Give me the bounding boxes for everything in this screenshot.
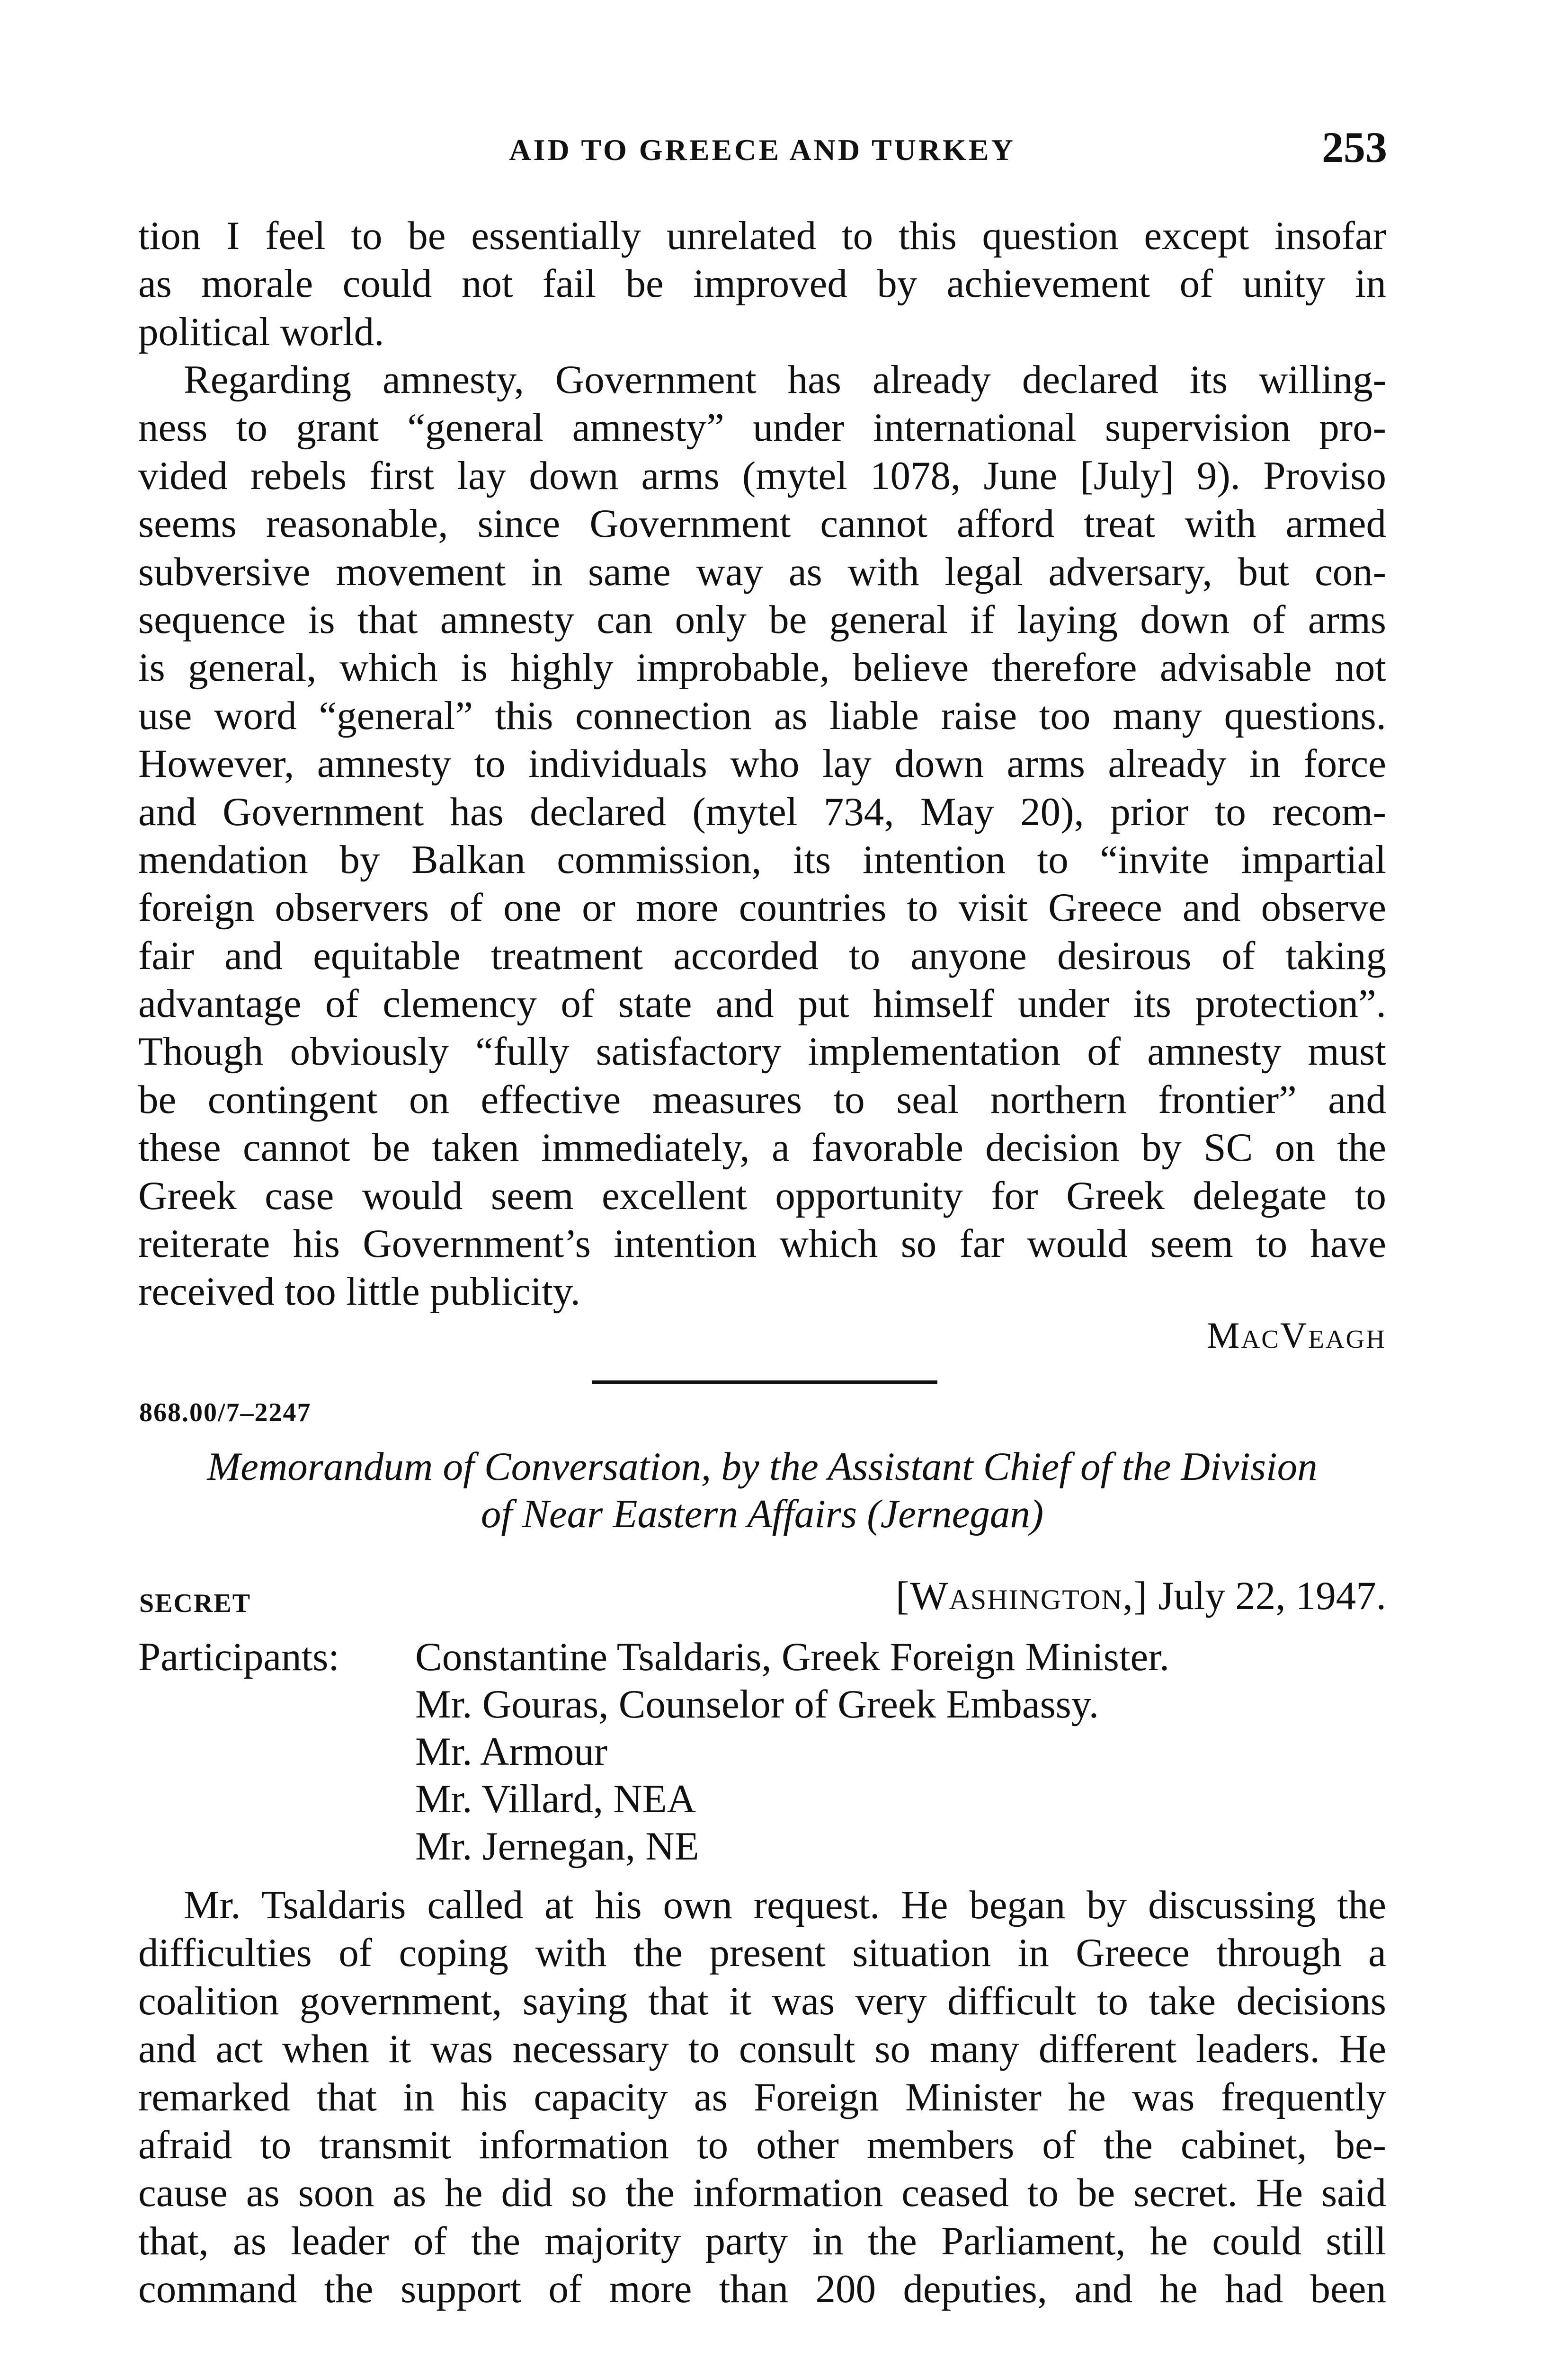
text-line: as morale could not fail be improved by achievement of unity in xyxy=(138,261,1386,306)
date: July 22, 1947. xyxy=(1158,1574,1386,1618)
text-line: foreign observers of one or more countries to visit Greece and observe xyxy=(138,885,1386,930)
text-line: However, amnesty to individuals who lay down arms already in force xyxy=(138,741,1386,786)
participant: Constantine Tsaldaris, Greek Foreign Minister. xyxy=(415,1635,1170,1679)
document-title xyxy=(138,1443,1386,1538)
section-divider xyxy=(592,1380,937,1384)
text-line: ness to grant “general amnesty” under international supervision pro- xyxy=(138,405,1386,450)
text-line: command the support of more than 200 deputies, and he had been xyxy=(138,2267,1386,2312)
text-line: is general, which is highly improbable, believe therefore advisable not xyxy=(138,645,1386,690)
place: [Washington,] xyxy=(896,1574,1149,1618)
participant: Mr. Armour xyxy=(415,1729,608,1774)
text-line: afraid to transmit information to other members of the cabinet, be- xyxy=(138,2122,1386,2167)
participant: Mr. Gouras, Counselor of Greek Embassy. xyxy=(415,1682,1099,1726)
running-title: AID TO GREECE AND TURKEY xyxy=(509,133,1016,167)
text-line: political world. xyxy=(138,309,384,354)
text-line: sequence is that amnesty can only be general if laying down of arms xyxy=(138,597,1386,642)
document-title-line: Memorandum of Conversation, by the Assistant Chief of the Division xyxy=(207,1444,1318,1489)
participant: Mr. Jernegan, NE xyxy=(415,1824,699,1869)
telegram-paragraph-1 xyxy=(138,212,1386,356)
text-line: Mr. Tsaldaris called at his own request. He began by discussing the xyxy=(184,1883,1386,1927)
text-line: Regarding amnesty, Government has already declared its willing- xyxy=(184,357,1386,402)
text-line: received too little publicity. xyxy=(138,1269,580,1314)
text-line: cause as soon as he did so the information ceased to be secret. He said xyxy=(138,2171,1386,2216)
text-line: difficulties of coping with the present situation in Greece through a xyxy=(138,1931,1386,1975)
running-head xyxy=(137,122,1387,179)
file-number: 868.00/7–2247 xyxy=(139,1398,312,1427)
text-line: and Government has declared (mytel 734, May 20), prior to recom- xyxy=(138,789,1386,834)
text-line: mendation by Balkan commission, its intention to “invite impartial xyxy=(138,837,1386,882)
text-line: subversive movement in same way as with legal adversary, but con- xyxy=(138,549,1386,594)
telegram-paragraph-2 xyxy=(138,356,1386,1316)
text-line: remarked that in his capacity as Foreign Minister he was frequently xyxy=(138,2074,1386,2119)
text-line: and act when it was necessary to consult so many different leaders. He xyxy=(138,2027,1386,2072)
text-line: tion I feel to be essentially unrelated to this question except insofar xyxy=(138,214,1386,258)
document-title-line: of Near Eastern Affairs (Jernegan) xyxy=(481,1492,1044,1536)
text-line: Greek case would seem excellent opportunity for Greek delegate to xyxy=(138,1173,1386,1218)
text-line: that, as leader of the majority party in the Parliament, he could still xyxy=(138,2218,1386,2263)
text-line: vided rebels first lay down arms (mytel 1078, June [July] 9). Proviso xyxy=(138,453,1386,498)
text-line: use word “general” this connection as liable raise too many questions. xyxy=(138,693,1386,738)
participants-label: Participants: xyxy=(138,1635,339,1679)
text-line: reiterate his Government’s intention which so far would seem to have xyxy=(138,1221,1386,1266)
participants-list xyxy=(415,1633,1409,1870)
classification-label: SECRET xyxy=(139,1589,251,1618)
text-line: advantage of clemency of state and put himself under its protection”. xyxy=(138,981,1386,1026)
text-line: coalition government, saying that it was very difficult to take decisions xyxy=(138,1978,1386,2023)
dateline xyxy=(896,1573,1386,1619)
memorandum-paragraph-1 xyxy=(138,1881,1386,2314)
page-number: 253 xyxy=(1322,123,1387,171)
text-line: be contingent on effective measures to seal northern frontier” and xyxy=(138,1077,1386,1122)
text-line: Though obviously “fully satisfactory implementation of amnesty must xyxy=(138,1029,1386,1074)
text-line: these cannot be taken immediately, a favorable decision by SC on the xyxy=(138,1125,1386,1170)
text-line: seems reasonable, since Government cannot afford treat with armed xyxy=(138,501,1386,546)
signature: MacVeagh xyxy=(1207,1315,1386,1356)
text-line: fair and equitable treatment accorded to anyone desirous of taking xyxy=(138,933,1386,978)
participant: Mr. Villard, NEA xyxy=(415,1777,696,1821)
